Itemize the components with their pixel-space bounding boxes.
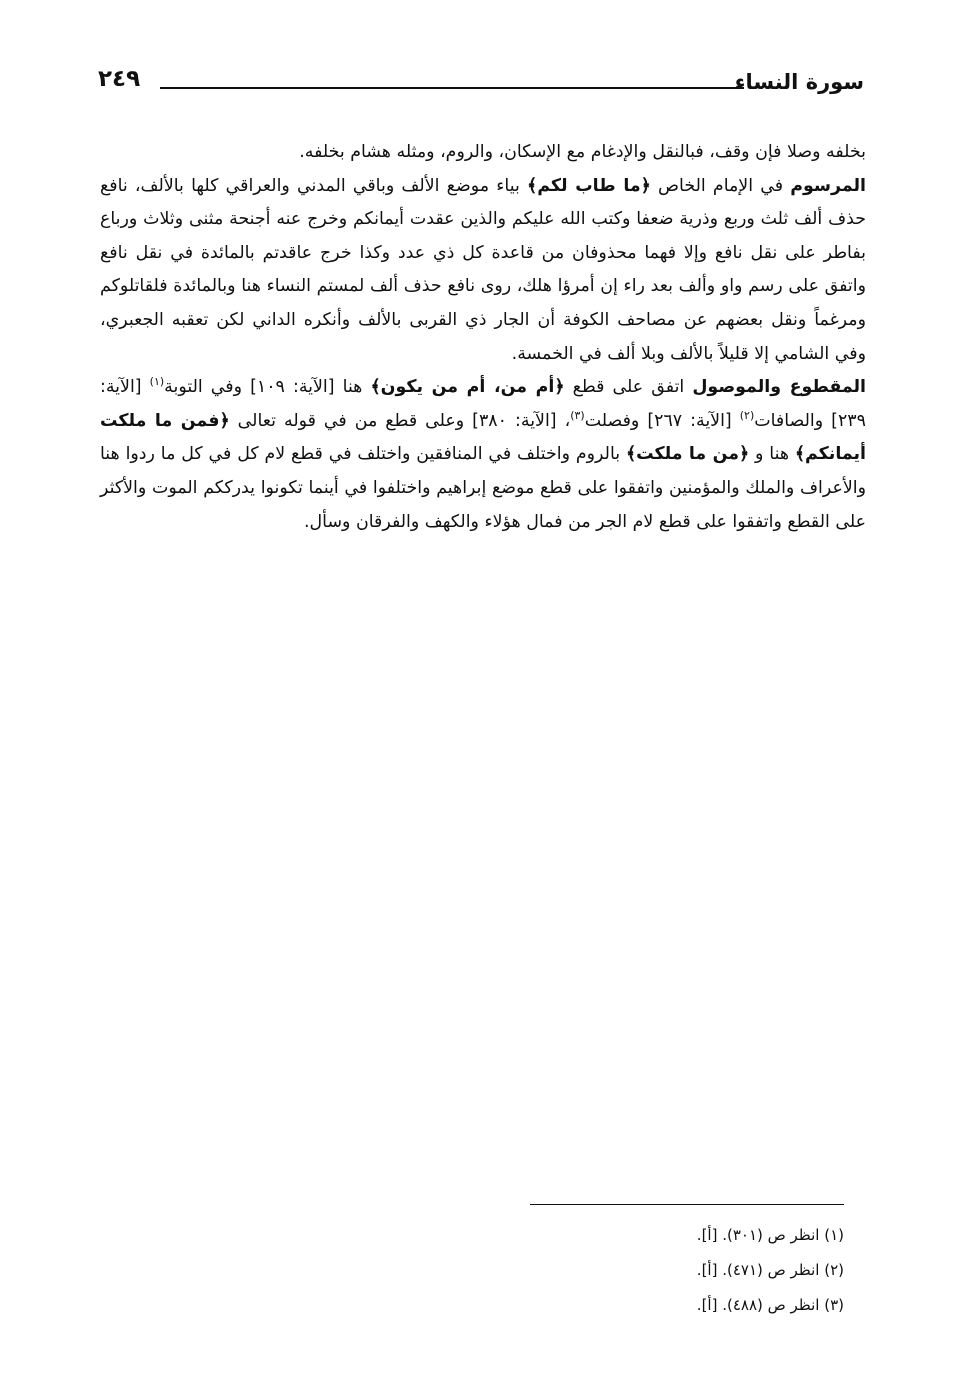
- body-text-segment: [الآية: ٢٣٩] والصافات: [100, 377, 866, 431]
- quran-quote: ﴿ما طاب لكم﴾: [527, 175, 651, 196]
- paragraph-maqtu-mawsul: [100, 371, 866, 539]
- footnote-marker: (١): [149, 375, 165, 389]
- section-heading: المرسوم: [790, 175, 867, 196]
- body-text-segment: بالروم واختلف في المنافقين واختلف في قطع لام كل في كل ما ردوا هنا والأعراف والملك والمؤمنين واتفقوا على قطع موضع إبراهيم واختلفوا في أينما تكونوا يدرككم الموت والأكثر على القطع واتفقوا على قطع لام الجر من فمال هؤلاء والكهف والفرقان وسأل.: [100, 444, 866, 532]
- footnote-3: (٣) انظر ص (٤٨٨). [أ].: [696, 1296, 844, 1314]
- footnote-marker: (٢): [739, 408, 755, 422]
- section-heading: المقطوع والموصول: [692, 377, 867, 398]
- quran-quote: ﴿فمن ما ملكت أيمانكم﴾: [100, 410, 866, 465]
- footnotes: [524, 1218, 844, 1323]
- footnote-1: (١) انظر ص (٣٠١). [أ].: [696, 1226, 844, 1244]
- page-header: [98, 64, 864, 104]
- body-text-segment: اتفق على قطع: [564, 377, 693, 398]
- surah-title: سورة النساء: [734, 70, 864, 94]
- body-text: [100, 136, 866, 539]
- body-text-segment: هنا [الآية: ١٠٩] وفي التوبة: [164, 377, 371, 398]
- body-text-segment: [الآية: ٢٦٧] وفصلت: [584, 410, 740, 431]
- body-text-segment: في الإمام الخاص: [650, 175, 791, 196]
- header-rule: [160, 87, 744, 89]
- footnote-2: (٢) انظر ص (٤٧١). [أ].: [696, 1261, 844, 1279]
- paragraph-rasm: [100, 170, 866, 372]
- body-text-segment: هنا و: [749, 444, 795, 465]
- page-number: ٢٤٩: [98, 66, 141, 92]
- body-text-segment: ، [الآية: ٣٨٠] وعلى قطع من في قوله تعالى: [229, 410, 571, 431]
- footnote-rule: [530, 1204, 844, 1205]
- footnote-marker: (٣): [570, 408, 585, 422]
- body-text-segment: بخلفه وصلا فإن وقف، فبالنقل والإدغام مع الإسكان، والروم، ومثله هشام بخلفه.: [299, 142, 866, 162]
- body-text-segment: بياء موضع الألف وباقي المدني والعراقي كلها بالألف، نافع حذف ألف ثلث وربع وذرية ضعفا وكتب الله عليكم والذين عقدت أيمانكم وخرج عنه أجنحة مثنى وثلاث ورباع بفاطر على نقل نافع وإلا فهما محذوفان من قاعدة كل ذي عدد وكذا خرج عاقدتم بالمائدة في نقل نافع واتفق على رسم واو وألف بعد راء إن أمرؤا هلك، روى نافع حذف ألف لمستم النساء هنا وبالمائدة فلقاتلوكم ومرغماً ونقل بعضهم عن مصاحف الكوفة أن الجار ذي القربى بالألف وأنكره الداني لكن تعقبه الجعبري، وفي الشامي إلا قليلاً بالألف وبلا ألف في الخمسة.: [100, 175, 866, 364]
- quran-quote: ﴿أم من، أم من يكون﴾: [370, 377, 565, 398]
- quran-quote: ﴿من ما ملكت﴾: [625, 444, 750, 465]
- paragraph-continuation: [100, 136, 866, 170]
